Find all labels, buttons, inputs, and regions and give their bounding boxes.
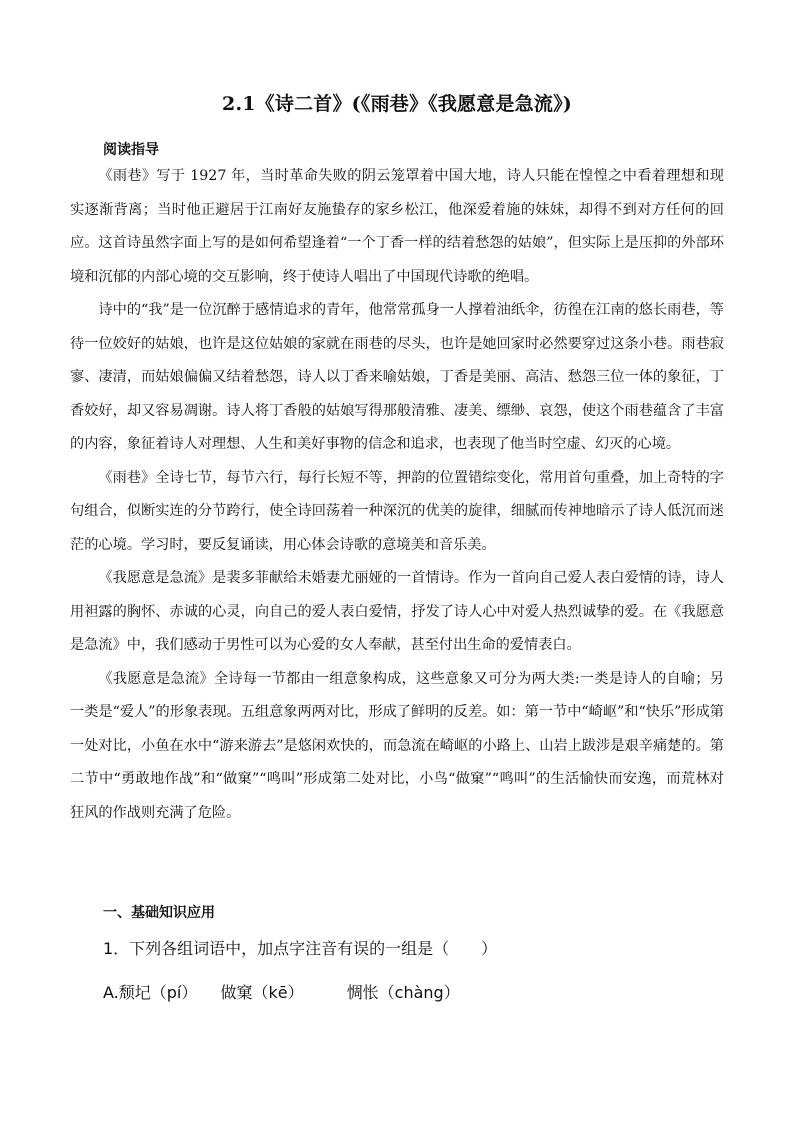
paragraph-2: 诗中的“我”是一位沉醉于感情追求的青年，他常常孤身一人撑着油纸伞，彷徨在江南的悠长雨巷，等待一位姣好的姑娘，也许是这位姑娘的家就在雨巷的尽头，也许是她回家时必然要穿过这条小巷。雨巷寂寥、凄清，而姑娘偏偏又结着愁怨，诗人以丁香来喻姑娘，丁香是美丽、高洁、愁怨三位一体的象征，丁香姣好，却又容易凋谢。诗人将丁香般的姑娘写得那般清雅、凄美、缥缈、哀怨，使这个雨巷蕴含了丰富的内容，象征着诗人对理想、人生和美好事物的信念和追求，也表现了他当时空虚、幻灭的心境。 bbox=[70, 302, 724, 452]
page-title: 2.1《诗二首》(《雨巷》《我愿意是急流》) bbox=[222, 93, 572, 115]
paragraph-4: 《我愿意是急流》是裴多菲献给未婚妻尤丽娅的一首情诗。作为一首向自己爱人表白爱情的诗，诗人用袒露的胸怀、赤诚的心灵，向自己的爱人表白爱情，抒发了诗人心中对爱人热烈诚挚的爱。在《我愿意是急流》中，我们感动于男性可以为心爱的女人奉献，甚至付出生命的爱情表白。 bbox=[70, 570, 724, 653]
reading-guide-body bbox=[70, 160, 724, 830]
reading-guide-heading: 阅读指导 bbox=[103, 142, 159, 158]
question-1-options bbox=[103, 980, 460, 1003]
option-a-item-1: A.颓圮（pí） bbox=[103, 983, 198, 1002]
question-1-stem: 1．下列各组词语中，加点字注音有误的一组是（ ） bbox=[103, 939, 498, 958]
option-a-item-3: 惆怅（chàng） bbox=[346, 983, 460, 1002]
paragraph-1: 《雨巷》写于 1927 年，当时革命失败的阴云笼罩着中国大地，诗人只能在惶惶之中看着理想和现实逐渐背离；当时他正避居于江南好友施蛰存的家乡松江，他深爱着施的妹妹，却得不到对方任何的回应。这首诗虽然字面上写的是如何希望逢着“一个丁香一样的结着愁怨的姑娘”，但实际上是压抑的外部环境和沉郁的内部心境的交互影响，终于使诗人唱出了中国现代诗歌的绝唱。 bbox=[70, 168, 724, 285]
paragraph-3: 《雨巷》全诗七节，每节六行，每行长短不等，押韵的位置错综变化，常用首句重叠，加上奇特的字句组合，似断实连的分节跨行，使全诗回荡着一种深沉的优美的旋律，细腻而传神地暗示了诗人低沉而迷茫的心境。学习时，要反复诵读，用心体会诗歌的意境美和音乐美。 bbox=[70, 469, 724, 553]
section-title-basic-knowledge: 一、基础知识应用 bbox=[103, 905, 215, 921]
option-a-item-2: 做窠（kē） bbox=[220, 983, 304, 1002]
paragraph-5: 《我愿意是急流》全诗每一节都由一组意象构成，这些意象又可分为两大类:一类是诗人的自喻；另一类是“爱人”的形象表现。五组意象两两对比，形成了鲜明的反差。如：第一节中“崎岖”和“快乐”形成第一处对比，小鱼在水中“游来游去”是悠闲欢快的，而急流在崎岖的小路上、山岩上跋涉是艰辛痛楚的。第二节中“勇敢地作战”和“做窠”“鸣叫”形成第二处对比，小鸟“做窠”“鸣叫”的生活愉快而安逸，而荒林对狂风的作战则充满了危险。 bbox=[70, 670, 724, 821]
